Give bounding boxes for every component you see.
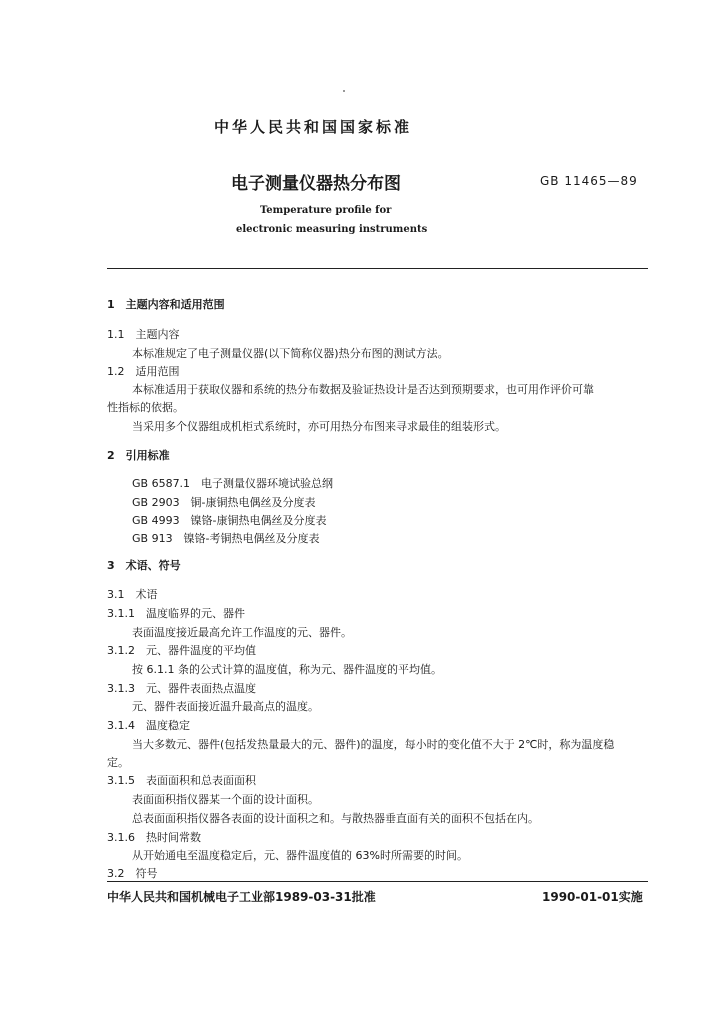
paragraph-line: 当采用多个仪器组成机柜式系统时，亦可用热分布图来寻求最佳的组装形式。 [132,420,506,433]
english-title-line-1: Temperature profile for [260,205,392,216]
section-heading: 3 术语、符号 [107,559,181,572]
paragraph-line: GB 6587.1 电子测量仪器环境试验总纲 [132,477,334,490]
footer-divider [107,881,648,882]
scan-speck [343,90,345,92]
standard-number: GB 11465—89 [540,174,638,188]
section-heading: 3.1.6 热时间常数 [107,831,201,844]
section-heading: 3.1.2 元、器件温度的平均值 [107,644,256,657]
paragraph-line: GB 4993 镍铬-康铜热电偶丝及分度表 [132,514,327,527]
section-heading: 3.1.3 元、器件表面热点温度 [107,682,256,695]
header-divider [107,268,648,269]
paragraph-line: 本标准规定了电子测量仪器(以下简称仪器)热分布图的测试方法。 [132,347,449,360]
section-heading: 3.1 术语 [107,588,158,601]
paragraph-line: 当大多数元、器件(包括发热量最大的元、器件)的温度，每小时的变化值不大于 2℃时，称为温度稳 [132,738,615,751]
paragraph-line: 本标准适用于获取仪器和系统的热分布数据及验证热设计是否达到预期要求，也可用作评价可靠 [132,383,594,396]
standard-org-title: 中华人民共和国国家标准 [214,118,413,136]
section-heading: 3.1.5 表面面积和总表面面积 [107,774,256,787]
paragraph-line: 定。 [107,756,129,769]
paragraph-line: 从开始通电至温度稳定后，元、器件温度值的 63%时所需要的时间。 [132,849,468,862]
paragraph-line: 性指标的依据。 [107,401,184,414]
document-title: 电子测量仪器热分布图 [231,174,401,194]
paragraph-line: 元、器件表面接近温升最高点的温度。 [132,700,319,713]
section-heading: 2 引用标准 [107,449,170,462]
section-heading: 3.2 符号 [107,867,158,880]
paragraph-line: 按 6.1.1 条的公式计算的温度值，称为元、器件温度的平均值。 [132,663,442,676]
paragraph-line: GB 2903 铜-康铜热电偶丝及分度表 [132,496,316,509]
paragraph-line: 表面面积指仪器某一个面的设计面积。 [132,793,319,806]
paragraph-line: 表面温度接近最高允许工作温度的元、器件。 [132,626,352,639]
section-heading: 1 主题内容和适用范围 [107,298,225,311]
section-heading: 3.1.1 温度临界的元、器件 [107,607,245,620]
approval-line: 中华人民共和国机械电子工业部1989-03-31批准 [107,890,376,904]
section-heading: 1.2 适用范围 [107,365,180,378]
english-title-line-2: electronic measuring instruments [236,224,428,235]
section-heading: 1.1 主题内容 [107,328,180,341]
section-heading: 3.1.4 温度稳定 [107,719,190,732]
paragraph-line: GB 913 镍铬-考铜热电偶丝及分度表 [132,532,320,545]
effective-date: 1990-01-01实施 [542,890,643,904]
paragraph-line: 总表面面积指仪器各表面的设计面积之和。与散热器垂直面有关的面积不包括在内。 [132,812,539,825]
